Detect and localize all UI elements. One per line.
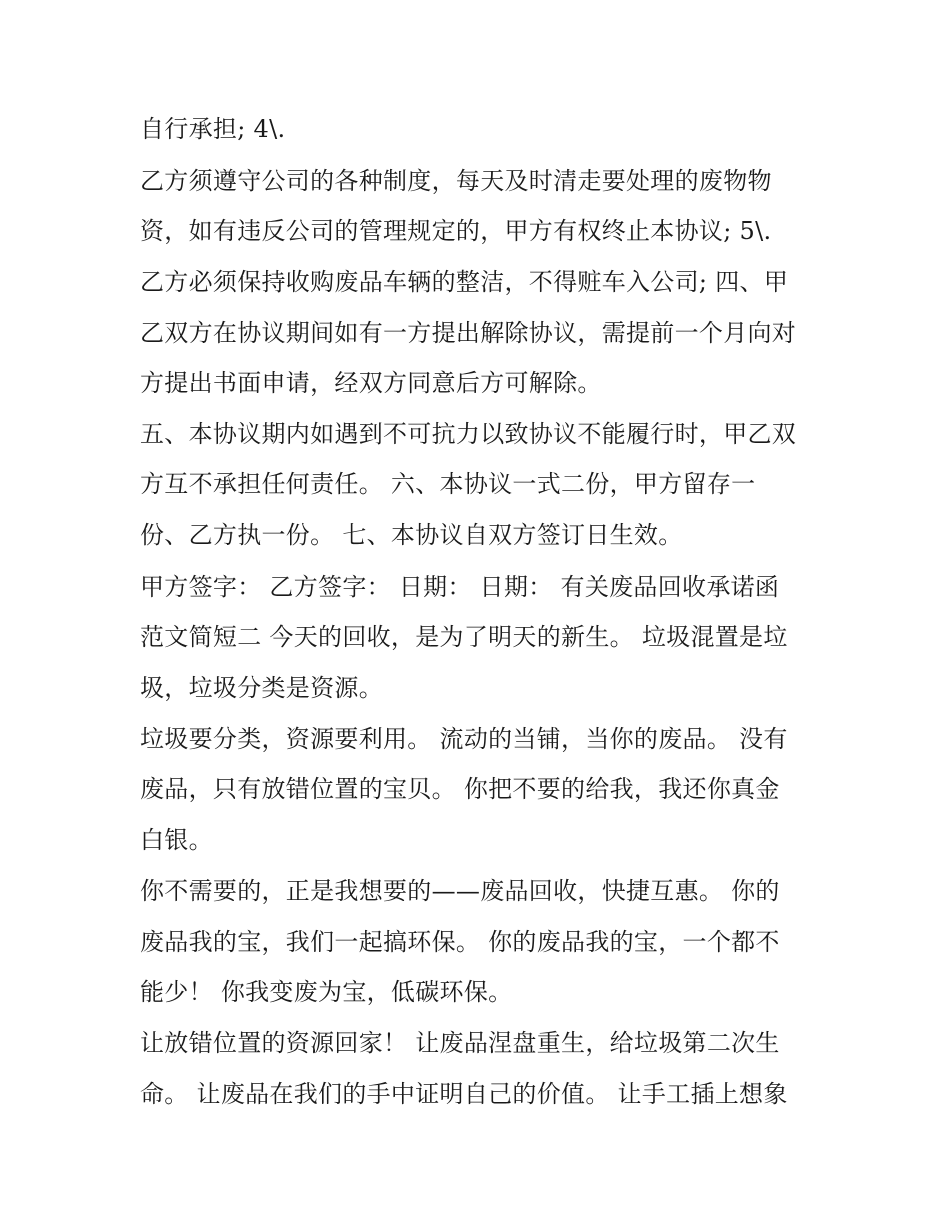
text-line: 命。 让废品在我们的手中证明自己的价值。 让手工插上想象 [140,1080,788,1108]
text-line: 乙方必须保持收购废品车辆的整洁，不得赃车入公司; 四、甲 [140,268,789,296]
text-line: 范文简短二 今天的回收，是为了明天的新生。 垃圾混置是垃 [140,623,788,651]
text-line: 甲方签字： 乙方签字： 日期： 日期： 有关废品回收承诺函 [140,573,780,601]
text-line: 你不需要的，正是我想要的——废品回收，快捷互惠。 你的 [140,877,780,905]
text-line: 让放错位置的资源回家！ 让废品涅盘重生，给垃圾第二次生 [140,1029,780,1057]
text-line: 乙方须遵守公司的各种制度，每天及时清走要处理的废物物 [140,167,772,195]
text-line: 五、本协议期内如遇到不可抗力以致协议不能履行时，甲乙双 [140,420,797,448]
text-line: 白银。 [140,826,213,854]
text-line: 乙双方在协议期间如有一方提出解除协议，需提前一个月向对 [140,319,797,347]
text-line: 份、乙方执一份。 七、本协议自双方签订日生效。 [140,521,683,549]
text-line: 废品，只有放错位置的宝贝。 你把不要的给我，我还你真金 [140,775,780,803]
text-line: 自行承担; 4\. [140,115,286,143]
text-line: 方互不承担任何责任。 六、本协议一式二份，甲方留存一 [140,470,756,498]
text-line: 方提出书面申请，经双方同意后方可解除。 [140,369,602,397]
text-line: 垃圾要分类，资源要利用。 流动的当铺，当你的废品。 没有 [140,725,788,753]
text-line: 圾，垃圾分类是资源。 [140,674,383,702]
text-line: 资，如有违反公司的管理规定的，甲方有权终止本协议; 5\. [140,217,772,245]
text-line: 废品我的宝，我们一起搞环保。 你的废品我的宝，一个都不 [140,928,780,956]
text-line: 能少！ 你我变废为宝，低碳环保。 [140,978,513,1006]
